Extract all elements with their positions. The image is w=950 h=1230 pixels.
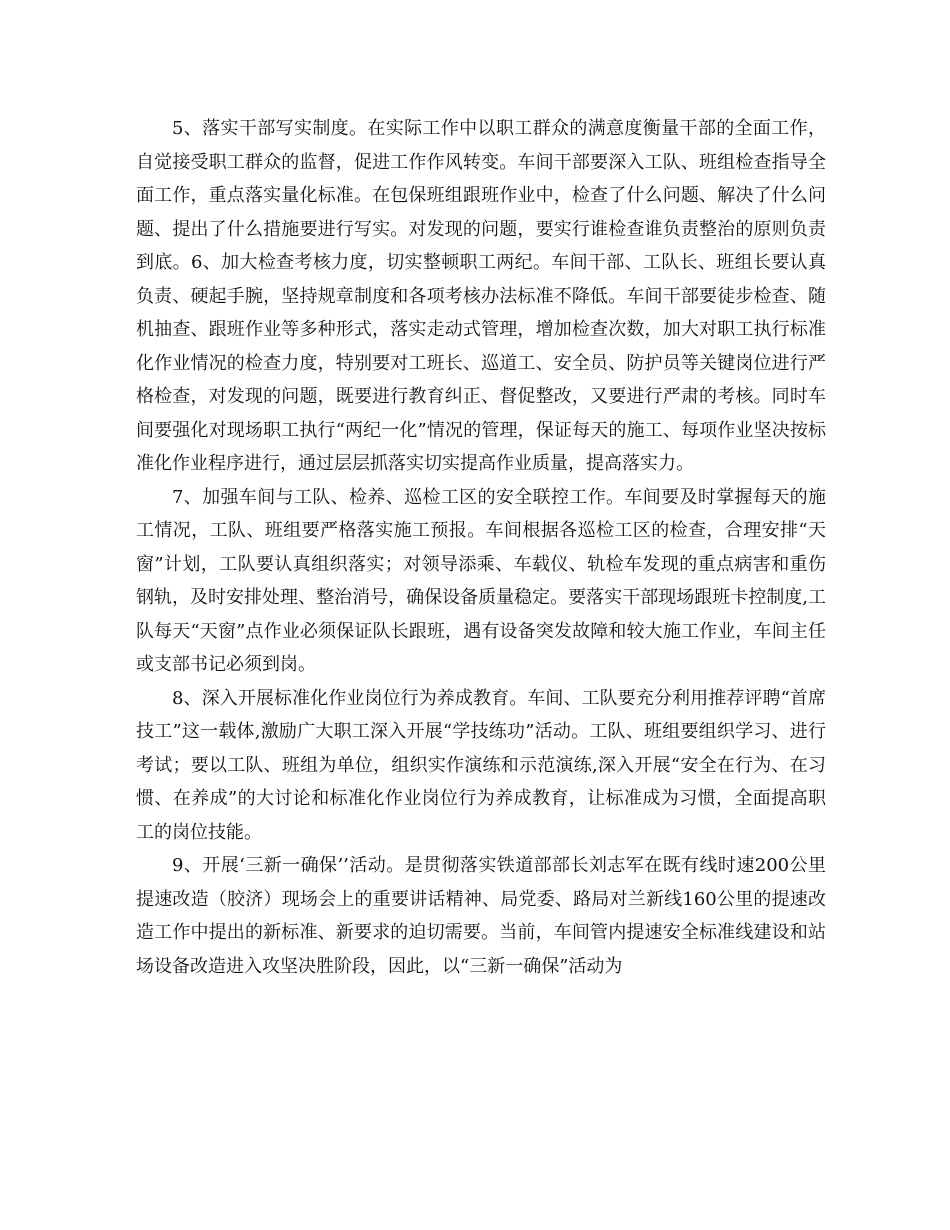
document-body [136,112,826,983]
paragraph-item-5-6: 5、落实干部写实制度。在实际工作中以职工群众的满意度衡量干部的全面工作，自觉接受职工群众的监督，促进工作作风转变。车间干部要深入工队、班组检查指导全面工作，重点落实量化标准。在包保班组跟班作业中，检查了什么问题、解决了什么问题、提出了什么措施要进行写实。对发现的问题，要实行谁检查谁负责整治的原则负责到底。6、加大检查考核力度，切实整顿职工两纪。车间干部、工队长、班组长要认真负责、硬起手腕，坚持规章制度和各项考核办法标准不降低。车间干部要徒步检查、随机抽查、跟班作业等多种形式，落实走动式管理，增加检查次数，加大对职工执行标准化作业情况的检查力度，特别要对工班长、巡道工、安全员、防护员等关键岗位进行严格检查，对发现的问题，既要进行教育纠正、督促整改，又要进行严肃的考核。同时车间要强化对现场职工执行“两纪一化”情况的管理，保证每天的施工、每项作业坚决按标准化作业程序进行，通过层层抓落实切实提高作业质量，提高落实力。 [136,118,826,474]
paragraph-item-9: 9、开展‘三新一确保’’活动。是贯彻落实铁道部部长刘志军在既有线时速200公里提速改造（胶济）现场会上的重要讲话精神、局党委、路局对兰新线160公里的提速改造工作中提出的新标准、新要求的迫切需要。当前，车间管内提速安全标准线建设和站场设备改造进入攻坚决胜阶段，因此，以“三新一确保”活动为 [136,855,826,977]
paragraph-item-8: 8、深入开展标准化作业岗位行为养成教育。车间、工队要充分利用推荐评聘“首席技工”这一载体,激励广大职工深入开展“学技练功”活动。工队、班组要组织学习、进行考试；要以工队、班组为单位，组织实作演练和示范演练,深入开展“安全在行为、在习惯、在养成”的大讨论和标准化作业岗位行为养成教育，让标准成为习惯，全面提高职工的岗位技能。 [136,687,826,843]
paragraph-item-7: 7、加强车间与工队、检养、巡检工区的安全联控工作。车间要及时掌握每天的施工情况，工队、班组要严格落实施工预报。车间根据各巡检工区的检查，合理安排“天窗”计划，工队要认真组织落实；对领导添乘、车载仪、轨检车发现的重点病害和重伤钢轨，及时安排处理、整治消号，确保设备质量稳定。要落实干部现场跟班卡控制度,工队每天“天窗”点作业必须保证队长跟班，遇有设备突发故障和较大施工作业，车间主任或支部书记必须到岗。 [136,486,826,675]
